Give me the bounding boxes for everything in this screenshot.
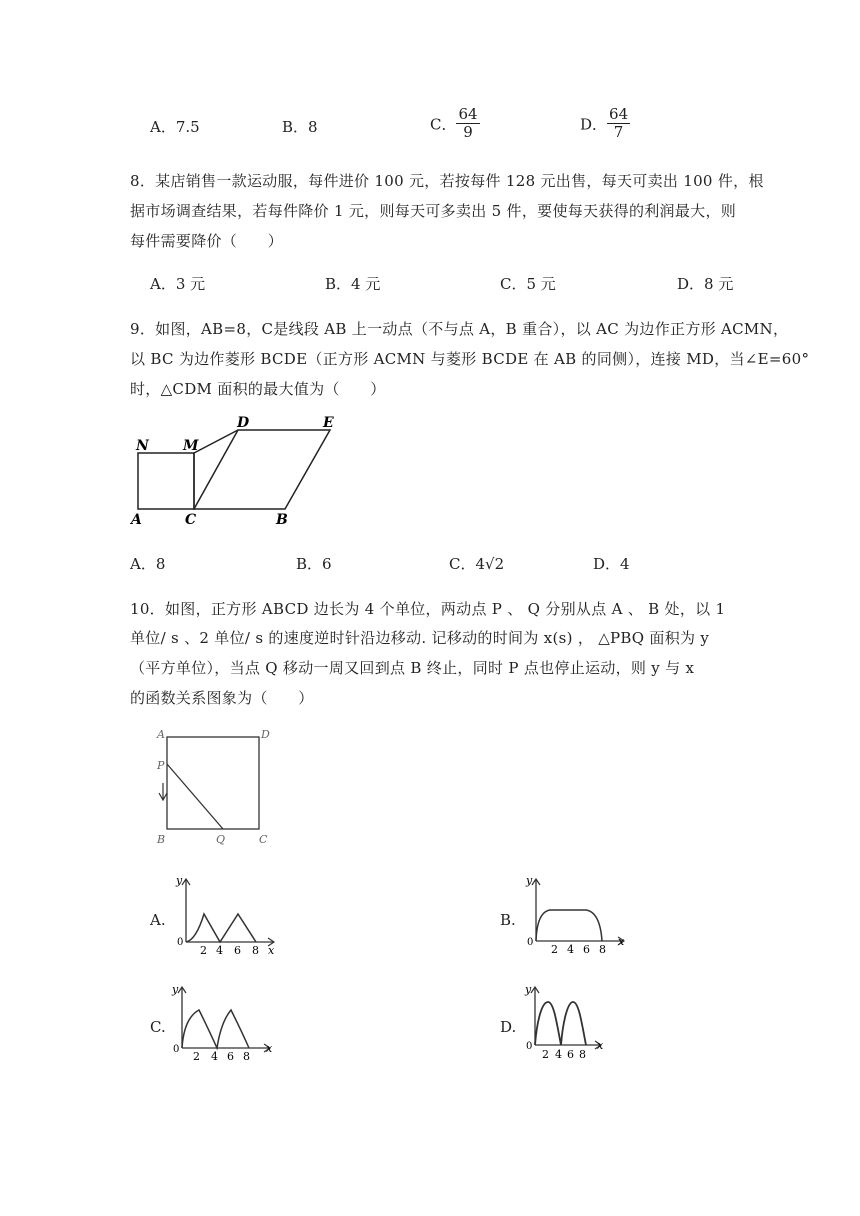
tick-label: 4 <box>567 943 574 956</box>
q7-option-c-denominator: 9 <box>463 123 473 142</box>
q10-stem-line1: 10．如图，正方形 ABCD 边长为 4 个单位，两动点 P 、 Q 分别从点 A 、 B 处，以 1 <box>130 600 726 618</box>
q8-option-c: C．5 元 <box>500 275 556 293</box>
q10-stem-line4: 的函数关系图象为（ ） <box>130 689 314 707</box>
tick-label: 2 <box>542 1048 549 1061</box>
function-curve <box>536 910 602 941</box>
q7-option-a: A．7.5 <box>150 118 200 136</box>
function-curve <box>535 1002 586 1045</box>
q8-option-a: A．3 元 <box>150 275 206 293</box>
q9-label-n: N <box>136 438 149 454</box>
q8-stem-line1: 8．某店销售一款运动服，每件进价 100 元，若按每件 128 元出售，每天可卖出 100 件，根 <box>130 172 764 190</box>
q7-option-c-prefix: C． <box>430 115 457 134</box>
tick-label: 4 <box>555 1048 562 1061</box>
q7-option-d-prefix: D． <box>580 115 608 134</box>
q10-label-c: C <box>259 833 268 846</box>
q9-label-e: E <box>323 415 334 431</box>
q10-option-a-label: A. <box>150 911 166 929</box>
q7-option-c <box>430 106 480 142</box>
q10-label-p: P <box>157 759 165 772</box>
tick-label: 8 <box>579 1048 586 1061</box>
origin-label: 0 <box>526 1041 533 1052</box>
q7-option-d <box>580 106 630 142</box>
q10-segment-pq <box>167 764 223 829</box>
q10-option-d-graph <box>518 980 618 1065</box>
q10-label-d: D <box>261 728 270 741</box>
q9-stem-line2: 以 BC 为边作菱形 BCDE（正方形 ACMN 与菱形 BCDE 在 AB 的同侧），连接 MD，当∠E=60° <box>130 350 810 368</box>
tick-label: 6 <box>227 1050 234 1063</box>
q7-option-d-fraction <box>607 106 630 142</box>
q10-label-q: Q <box>216 833 226 846</box>
y-axis-label: y <box>176 874 183 887</box>
q9-option-d: D．4 <box>593 555 630 573</box>
function-curve <box>186 914 256 942</box>
tick-label: 8 <box>599 943 606 956</box>
tick-label: 4 <box>216 944 223 957</box>
q8-stem-line3: 每件需要降价（ ） <box>130 232 284 250</box>
tick-label: 6 <box>234 944 241 957</box>
x-axis-label: x <box>266 1042 273 1055</box>
q9-label-c: C <box>185 512 197 528</box>
q10-option-d-label: D. <box>500 1018 517 1036</box>
x-axis-label: x <box>268 944 275 957</box>
q9-stem-line3: 时，△CDM 面积的最大值为（ ） <box>130 380 386 398</box>
q10-option-b-label: B. <box>500 911 516 929</box>
y-axis-label: y <box>172 983 179 996</box>
q8-option-d: D．8 元 <box>677 275 734 293</box>
tick-label: 6 <box>567 1048 574 1061</box>
q9-option-b: B．6 <box>296 555 332 573</box>
q7-option-d-numerator: 64 <box>609 105 629 123</box>
origin-label: 0 <box>527 937 534 948</box>
y-axis-label: y <box>525 983 532 996</box>
q9-option-c: C．4√2 <box>449 555 505 573</box>
q10-stem-line2: 单位/ s 、2 单位/ s 的速度逆时针沿边移动. 记移动的时间为 x(s) ， △PBQ 面积为 y <box>130 629 710 647</box>
q10-square-abcd <box>167 737 259 829</box>
q10-option-c-graph <box>165 980 280 1065</box>
tick-label: 6 <box>583 943 590 956</box>
tick-label: 2 <box>200 944 207 957</box>
tick-label: 4 <box>211 1050 218 1063</box>
q9-stem-line1: 9．如图，AB=8，C是线段 AB 上一动点（不与点 A，B 重合），以 AC 为边作正方形 ACMN， <box>130 320 789 338</box>
x-axis-label: x <box>618 935 625 948</box>
origin-label: 0 <box>177 937 184 948</box>
q10-figure <box>150 725 280 853</box>
x-axis-label: x <box>597 1039 604 1052</box>
q8-stem-line2: 据市场调查结果，若每件降价 1 元，则每天可多卖出 5 件，要使每天获得的利润最大，则 <box>130 202 737 220</box>
q9-label-b: B <box>276 512 288 528</box>
tick-label: 8 <box>243 1050 250 1063</box>
tick-label: 2 <box>551 943 558 956</box>
q10-option-b-graph <box>520 870 635 960</box>
origin-label: 0 <box>173 1044 180 1055</box>
q7-option-d-denominator: 7 <box>613 123 624 142</box>
q7-option-c-numerator: 64 <box>458 105 478 123</box>
y-axis-label: y <box>526 874 533 887</box>
q10-stem-line3: （平方单位），当点 Q 移动一周又回到点 B 终止，同时 P 点也停止运动，则 y 与 x <box>130 659 695 677</box>
tick-label: 2 <box>193 1050 200 1063</box>
function-curve <box>182 1010 249 1048</box>
q8-option-b: B．4 元 <box>325 275 381 293</box>
q9-figure <box>125 410 355 530</box>
q10-option-c-label: C. <box>150 1018 166 1036</box>
q9-square-acmn <box>138 453 194 509</box>
q9-label-a: A <box>131 512 142 528</box>
q7-option-b: B．8 <box>282 118 318 136</box>
q9-label-m: M <box>183 438 199 454</box>
q9-label-d: D <box>237 415 250 431</box>
q9-option-a: A．8 <box>130 555 166 573</box>
q10-option-a-graph <box>168 870 283 960</box>
q7-option-c-fraction <box>456 106 479 142</box>
q10-label-b: B <box>157 833 166 846</box>
tick-label: 8 <box>252 944 259 957</box>
q10-label-a: A <box>157 728 165 741</box>
